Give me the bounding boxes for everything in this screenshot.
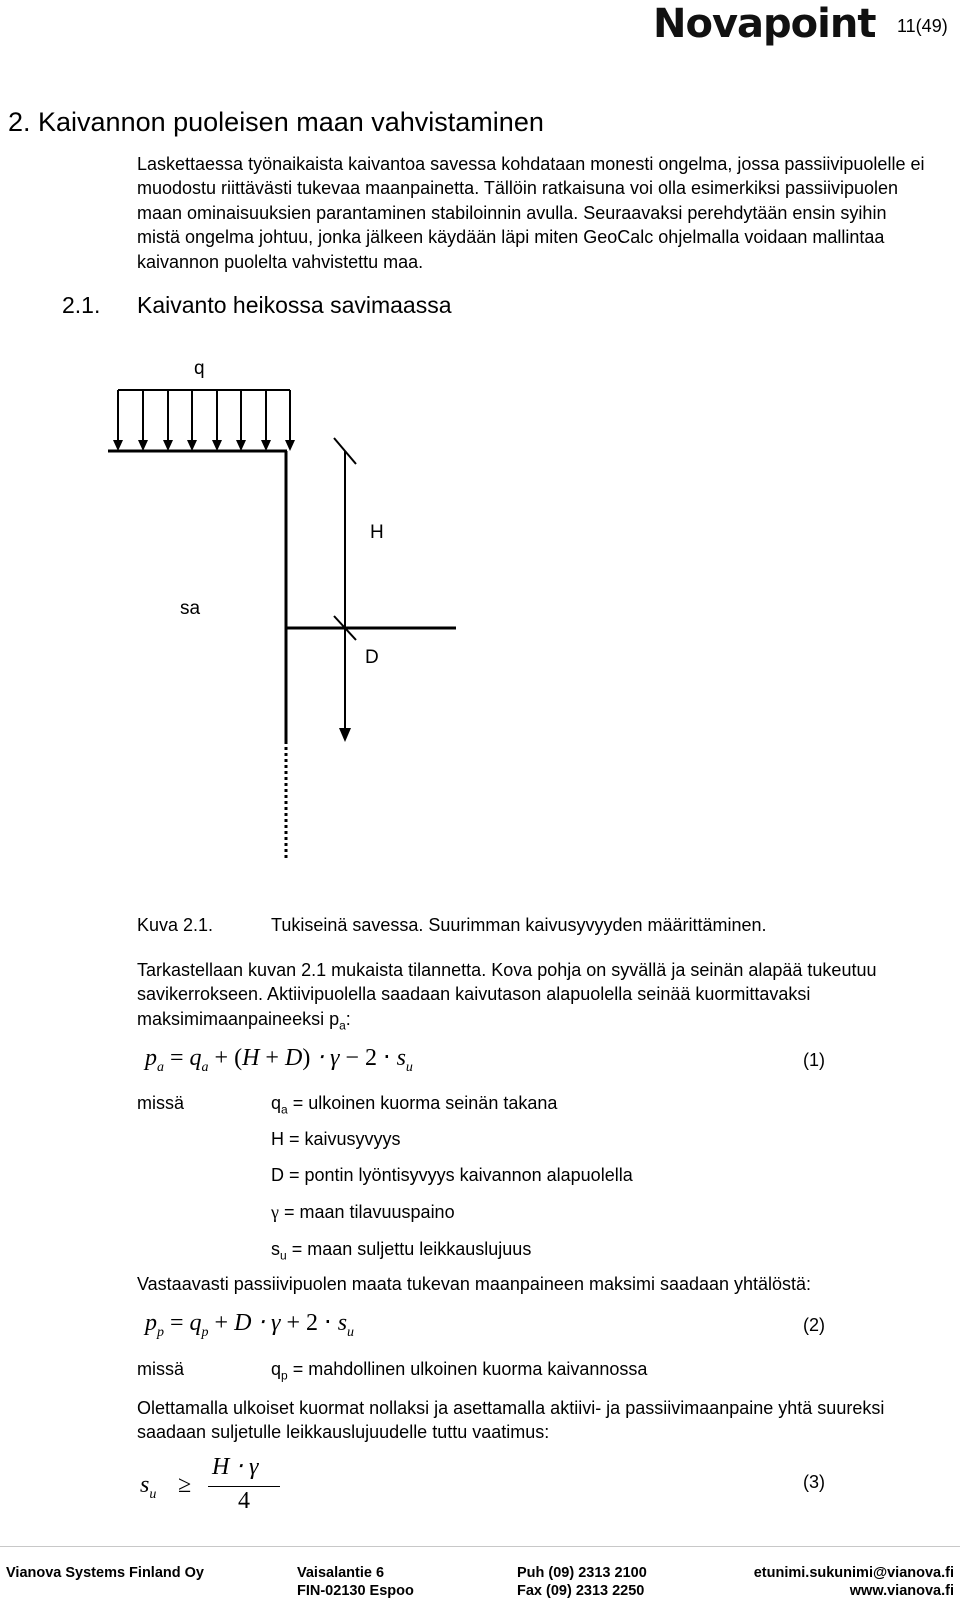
footer-phone: Puh (09) 2313 2100	[517, 1565, 647, 1581]
definition-su: $s_u$ = maan suljettu leikkauslujuus	[271, 1239, 532, 1263]
retaining-wall-figure	[0, 340, 960, 880]
footer-street: Vaisalantie 6	[297, 1565, 385, 1581]
footer-company: Vianova Systems Finland Oy	[6, 1565, 204, 1581]
novapoint-logo: Novapoint	[653, 1, 876, 47]
footer-city: FIN-02130 Espoo	[297, 1583, 414, 1599]
body-paragraph-2: Vastaavasti passiivipuolen maata tukevan maanpaineen maksimi saadaan yhtälöstä:	[137, 1274, 812, 1294]
figure-caption-text: Tukiseinä savessa. Suurimman kaivusyvyyden määrittäminen.	[271, 915, 767, 935]
missa-label-2: missä	[137, 1359, 185, 1379]
footer-fax: Fax (09) 2313 2250	[517, 1583, 645, 1599]
footer-divider	[0, 1546, 960, 1547]
subsection-title: Kaivanto heikossa savimaassa	[137, 292, 452, 318]
body-paragraph-1: Tarkastellaan kuvan 2.1 mukaista tilannetta. Kova pohja on syvällä ja seinän alapää tukeutuu savikerrokseen. Aktiivipuolella saadaan kaivutason alapuolella seinää kuormittavaksi maksimimaanpaineeksi $p_a$:	[137, 960, 877, 1033]
subsection-number: 2.1.	[62, 292, 101, 318]
footer-email[interactable]: etunimi.sukunimi@vianova.fi	[753, 1565, 954, 1581]
missa-label-1: missä	[137, 1093, 185, 1113]
definition-H: H = kaivusyvyys	[271, 1129, 401, 1149]
load-arrowheads	[113, 440, 295, 451]
page-number: 11(49)	[897, 16, 948, 36]
surcharge-load	[118, 390, 290, 442]
equation-3-number: (3)	[803, 1472, 825, 1492]
intro-paragraph: Laskettaessa työnaikaista kaivantoa savessa kohdataan monesti ongelma, jossa passiivipuolelle ei muodostu riittävästi tukevaa maanpainetta. Tällöin ratkaisuna voi olla esimerkiksi passiivipuolen maan ominaisuuksien parantaminen stabiloinnin avulla. Seuraavaksi perehdytään ensin syihin mistä ongelma johtuu, jonka jälkeen käydään läpi miten GeoCalc ohjelmalla voidaan mallintaa kaivannon puolelta vahvistettu maa.	[137, 154, 925, 272]
body-paragraph-3: Olettamalla ulkoiset kuormat nollaksi ja asettamalla aktiivi- ja passiivimaanpaine yhtä suureksi saadaan suljetulle leikkauslujuudelle tuttu vaatimus:	[137, 1398, 885, 1443]
equation-1: $p_a = q_a + (H + D) \cdot \gamma - 2 \cdot s_u$	[145, 1045, 413, 1075]
section-title: 2. Kaivannon puoleisen maan vahvistaminen	[8, 107, 544, 137]
definition-qa: $q_a$ = ulkoinen kuorma seinän takana	[271, 1093, 558, 1117]
label-sa: sa	[180, 598, 201, 619]
dimension-arrowhead	[339, 728, 351, 742]
label-q: q	[194, 358, 205, 379]
equation-2: $p_p = q_p + D \cdot \gamma + 2 \cdot s_u$	[145, 1310, 355, 1340]
definition-gamma: γ = maan tilavuuspaino	[271, 1202, 455, 1222]
footer-web[interactable]: www.vianova.fi	[849, 1583, 954, 1599]
equation-2-number: (2)	[803, 1315, 825, 1335]
label-H: H	[370, 522, 384, 543]
label-D: D	[365, 647, 379, 668]
definition-qp: $q_p$ = mahdollinen ulkoinen kuorma kaivannossa	[271, 1359, 648, 1383]
definition-D: D = pontin lyöntisyvyys kaivannon alapuolella	[271, 1165, 633, 1185]
figure-caption-number: Kuva 2.1.	[137, 915, 214, 935]
equation-1-number: (1)	[803, 1050, 825, 1070]
